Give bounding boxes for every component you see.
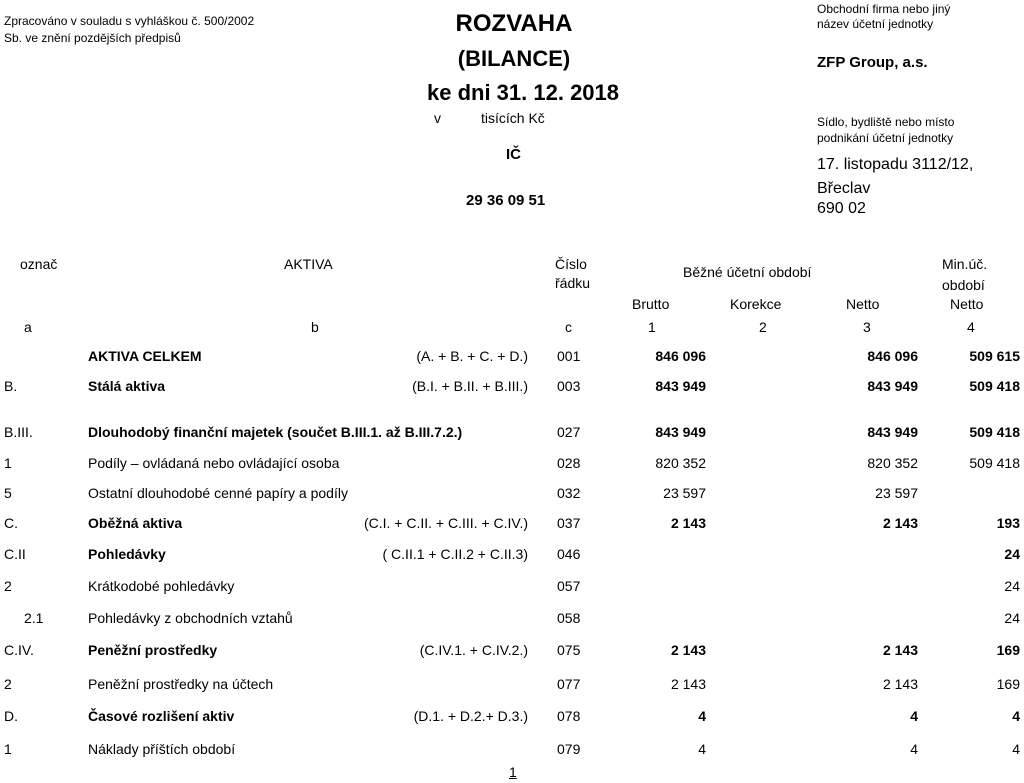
row-brutto: 843 949 xyxy=(655,424,706,440)
row-brutto: 23 597 xyxy=(663,485,706,501)
row-formula: (A. + B. + C. + D.) xyxy=(416,348,528,364)
row-label: Peněžní prostředky na účtech xyxy=(88,676,274,692)
row-brutto: 2 143 xyxy=(670,515,706,531)
table-row xyxy=(0,578,1024,602)
table-row xyxy=(0,642,1024,666)
row-label: Peněžní prostředky xyxy=(88,642,218,658)
row-netto: 4 xyxy=(910,708,918,724)
row-number: 079 xyxy=(557,741,581,757)
col-mark-header: označ xyxy=(20,256,58,272)
row-prev: 4 xyxy=(1012,741,1020,757)
company-label-2: název účetní jednotky xyxy=(817,17,934,31)
row-number: 077 xyxy=(557,676,581,692)
row-label: Krátkodobé pohledávky xyxy=(88,578,235,594)
row-number: 058 xyxy=(557,610,581,626)
row-number: 032 xyxy=(557,485,581,501)
row-brutto: 846 096 xyxy=(655,348,706,364)
col-prev-header-2: období xyxy=(942,277,985,293)
row-prev: 24 xyxy=(1004,546,1020,562)
row-formula: (C.I. + C.II. + C.III. + C.IV.) xyxy=(363,515,528,531)
col-aktiva-header: AKTIVA xyxy=(284,256,333,272)
row-mark: C.II xyxy=(4,546,26,562)
row-number: 027 xyxy=(557,424,581,440)
row-brutto: 4 xyxy=(698,741,706,757)
legal-note-line1: Zpracováno v souladu s vyhláškou č. 500/2002 xyxy=(4,14,255,28)
table-row xyxy=(0,378,1024,402)
row-prev: 24 xyxy=(1004,578,1020,594)
col-netto-header: Netto xyxy=(846,296,880,312)
row-label: Ostatní dlouhodobé cenné papíry a podíly xyxy=(88,485,348,501)
row-netto: 820 352 xyxy=(867,455,918,471)
row-number: 075 xyxy=(557,642,581,658)
row-mark: C. xyxy=(4,515,18,531)
row-prev: 509 418 xyxy=(969,455,1020,471)
address-line-3: 690 02 xyxy=(817,200,866,217)
col-index-c: c xyxy=(565,319,572,335)
table-row xyxy=(0,610,1024,634)
col-index-3: 3 xyxy=(863,319,871,335)
legal-note-line2: Sb. ve znění pozdějších předpisů xyxy=(4,31,181,45)
row-number: 037 xyxy=(557,515,581,531)
col-index-b: b xyxy=(311,319,319,335)
col-current-period-header: Běžné účetní období xyxy=(683,264,812,280)
col-prev-netto-header: Netto xyxy=(950,296,984,312)
row-prev: 24 xyxy=(1004,610,1020,626)
document-title: ROZVAHA xyxy=(455,10,573,37)
table-row xyxy=(0,676,1024,700)
table-row xyxy=(0,515,1024,539)
row-netto: 2 143 xyxy=(882,515,918,531)
row-netto: 23 597 xyxy=(875,485,918,501)
ic-value: 29 36 09 51 xyxy=(466,192,546,209)
balance-date: ke dni 31. 12. 2018 xyxy=(427,80,620,105)
col-index-2: 2 xyxy=(759,319,767,335)
row-number: 057 xyxy=(557,578,581,594)
document-subtitle: (BILANCE) xyxy=(457,46,571,71)
row-label: Pohledávky z obchodních vztahů xyxy=(88,610,293,626)
table-row xyxy=(0,546,1024,570)
row-brutto: 820 352 xyxy=(655,455,706,471)
row-brutto: 843 949 xyxy=(655,378,706,394)
row-number: 003 xyxy=(557,378,581,394)
row-formula: (C.IV.1. + C.IV.2.) xyxy=(419,642,528,658)
table-row xyxy=(0,424,1024,448)
row-mark: C.IV. xyxy=(4,642,34,658)
row-netto: 2 143 xyxy=(882,676,918,692)
row-netto: 4 xyxy=(910,741,918,757)
row-mark: 2.1 xyxy=(24,610,44,626)
unit-prefix: v xyxy=(434,110,441,126)
row-label: Časové rozlišení aktiv xyxy=(88,708,235,724)
col-korekce-header: Korekce xyxy=(730,296,782,312)
table-row xyxy=(0,741,1024,765)
row-brutto: 4 xyxy=(698,708,706,724)
row-netto: 2 143 xyxy=(882,642,918,658)
table-row xyxy=(0,455,1024,479)
table-row xyxy=(0,348,1024,372)
table-row xyxy=(0,708,1024,732)
address-line-1: 17. listopadu 3112/12, xyxy=(817,156,974,173)
company-label-1: Obchodní firma nebo jiný xyxy=(817,2,951,16)
seat-label-1: Sídlo, bydliště nebo místo xyxy=(817,115,955,129)
row-mark: 5 xyxy=(4,485,12,501)
row-netto: 846 096 xyxy=(867,348,918,364)
table-row xyxy=(0,485,1024,509)
page-number: 1 xyxy=(509,764,517,780)
row-label: Náklady příštích období xyxy=(88,741,236,757)
row-prev: 169 xyxy=(996,676,1020,692)
col-cislo-header-2: řádku xyxy=(555,275,591,291)
row-mark: B.III. xyxy=(4,424,33,440)
row-formula: ( C.II.1 + C.II.2 + C.II.3) xyxy=(382,546,528,562)
row-prev: 509 418 xyxy=(969,378,1020,394)
row-label: Pohledávky xyxy=(88,546,166,562)
row-number: 028 xyxy=(557,455,581,471)
col-cislo-header-1: Číslo xyxy=(555,256,587,272)
row-netto: 843 949 xyxy=(867,424,918,440)
col-index-1: 1 xyxy=(648,319,656,335)
row-brutto: 2 143 xyxy=(670,676,706,692)
row-brutto: 2 143 xyxy=(670,642,706,658)
ic-label: IČ xyxy=(506,146,521,163)
row-label: Oběžná aktiva xyxy=(88,515,183,531)
unit-label: tisících Kč xyxy=(481,110,545,126)
row-prev: 193 xyxy=(996,515,1020,531)
row-mark: 1 xyxy=(4,741,12,757)
address-line-2: Břeclav xyxy=(817,180,871,197)
row-number: 001 xyxy=(557,348,581,364)
row-mark: 2 xyxy=(4,676,12,692)
seat-label-2: podnikání účetní jednotky xyxy=(817,131,954,145)
row-mark: B. xyxy=(4,378,18,394)
row-label: Podíly – ovládaná nebo ovládající osoba xyxy=(88,455,340,471)
row-formula: (D.1. + D.2.+ D.3.) xyxy=(413,708,528,724)
row-prev: 509 418 xyxy=(969,424,1020,440)
row-prev: 509 615 xyxy=(969,348,1020,364)
col-brutto-header: Brutto xyxy=(632,296,670,312)
row-label: Dlouhodobý finanční majetek (součet B.III.1. až B.III.7.2.) xyxy=(88,424,463,440)
row-label: AKTIVA CELKEM xyxy=(88,348,202,364)
col-prev-header-1: Min.úč. xyxy=(942,256,988,272)
row-label: Stálá aktiva xyxy=(88,378,166,394)
row-number: 078 xyxy=(557,708,581,724)
row-prev: 4 xyxy=(1012,708,1020,724)
col-index-4: 4 xyxy=(967,319,975,335)
row-netto: 843 949 xyxy=(867,378,918,394)
row-mark: D. xyxy=(4,708,18,724)
row-prev: 169 xyxy=(996,642,1020,658)
row-mark: 1 xyxy=(4,455,12,471)
row-number: 046 xyxy=(557,546,581,562)
row-mark: 2 xyxy=(4,578,12,594)
company-name: ZFP Group, a.s. xyxy=(817,54,928,71)
row-formula: (B.I. + B.II. + B.III.) xyxy=(412,378,528,394)
col-index-a: a xyxy=(24,319,32,335)
